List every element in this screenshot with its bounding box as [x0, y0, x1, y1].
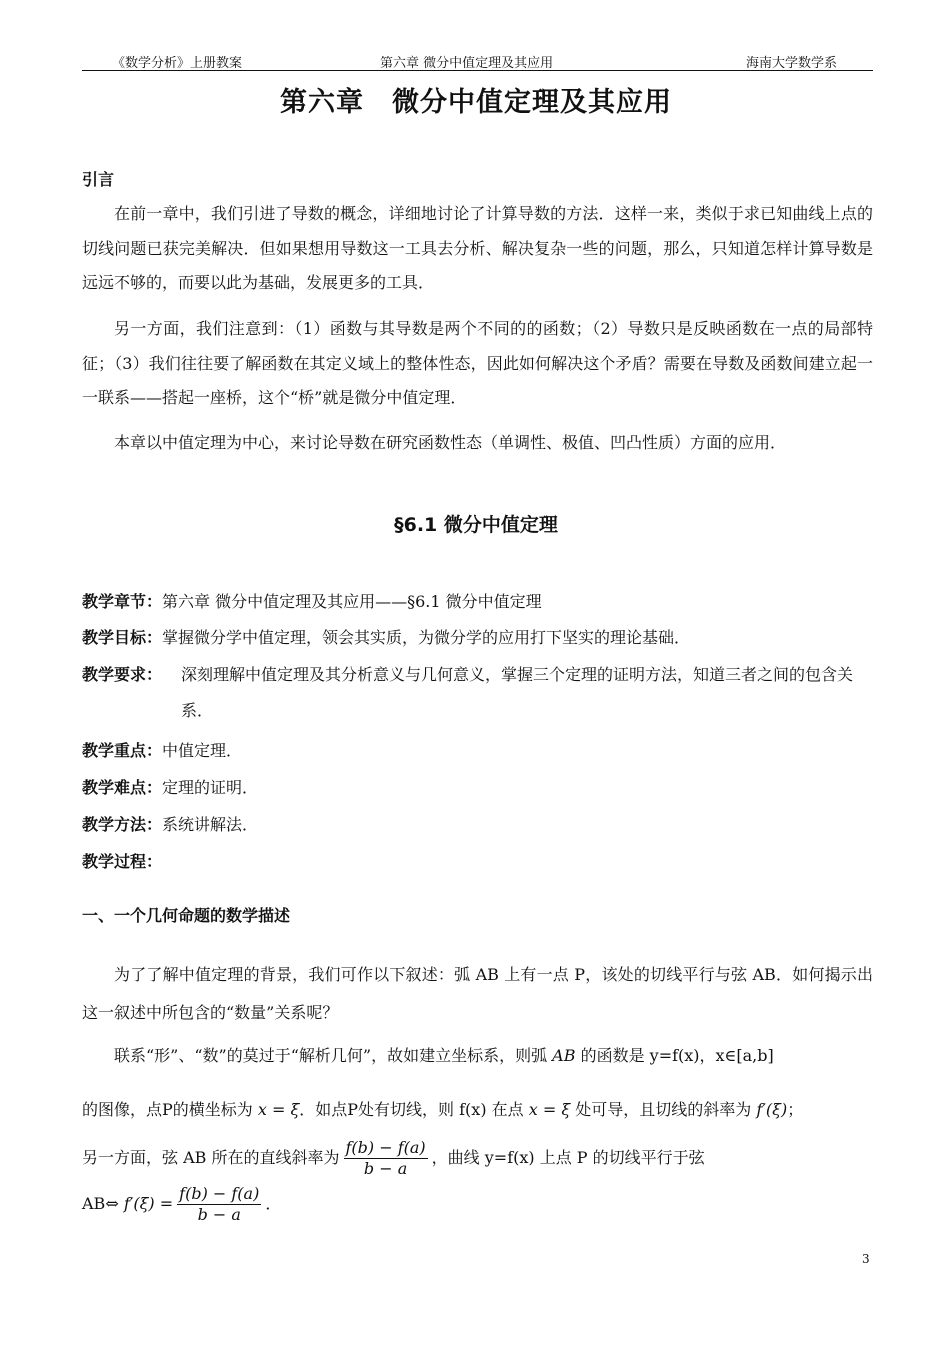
teaching-key-value: 中值定理．: [162, 741, 243, 760]
teaching-process: [82, 844, 873, 880]
intro-heading: 引言: [82, 170, 115, 189]
teaching-goal: [82, 620, 873, 656]
part1-line-1-text-a: 联系“形”、“数”的莫过于“解析几何”，故如建立坐标系，则弧: [114, 1046, 553, 1065]
teaching-process-label: 教学过程：: [82, 852, 163, 871]
part1-line-3: [82, 1138, 873, 1179]
part1-line-2-text-d: ；: [787, 1100, 804, 1119]
teaching-chapter-value: 第六章 微分中值定理及其应用——§6.1 微分中值定理: [162, 592, 542, 611]
teaching-method-value: 系统讲解法．: [162, 815, 259, 834]
part1-line-3-text-a: 另一方面，弦 AB 所在的直线斜率为: [82, 1148, 340, 1167]
intro-paragraph-2: 另一方面，我们注意到：（1）函数与其导数是两个不同的的函数；（2）导数只是反映函数在一点的局部特征；（3）我们往往要了解函数在其定义域上的整体性态，因此如何解决这个矛盾？需要在导数及函数间建立起一一联系——搭起一座桥，这个“桥”就是微分中值定理．: [82, 319, 873, 407]
teaching-difficulty-value: 定理的证明．: [162, 778, 259, 797]
teaching-difficulty-label: 教学难点：: [82, 778, 163, 797]
page-number: 3: [862, 1252, 870, 1266]
teaching-requirement: [82, 657, 873, 729]
chapter-title: 第六章 微分中值定理及其应用: [280, 87, 672, 118]
part1-line-2-text-a: 的图像，点P的横坐标为: [82, 1100, 258, 1119]
derivative-at-xi-formula: f′(ξ): [756, 1100, 788, 1119]
teaching-method: [82, 807, 873, 843]
teaching-requirement-label: 教学要求：: [82, 665, 163, 684]
x-eq-xi-formula-2: x = ξ: [528, 1100, 571, 1119]
intro-paragraph-3: 本章以中值定理为中心，来讨论导数在研究函数性态（单调性、极值、凹凸性质）方面的应用．: [114, 433, 787, 452]
part1-line-4: [82, 1184, 873, 1225]
part1-paragraph-1: 为了了解中值定理的背景，我们可作以下叙述：弧 AB 上有一点 P，该处的切线平行与弦 AB．如何揭示出这一叙述中所包含的“数量”关系呢？: [82, 965, 873, 1022]
fraction-denominator: b − a: [363, 1159, 408, 1178]
teaching-method-label: 教学方法：: [82, 815, 163, 834]
part1-line-2: [82, 1097, 873, 1120]
part1-line-2-text-b: ．如点P处有切线，则 f(x) 在点: [299, 1100, 529, 1119]
teaching-key: [82, 733, 873, 769]
chord-slope-fraction: [344, 1138, 428, 1179]
header-right: 海南大学数学系: [746, 56, 838, 71]
teaching-requirement-value: 深刻理解中值定理及其分析意义与几何意义，掌握三个定理的证明方法，知道三者之间的包含关系．: [181, 665, 854, 720]
teaching-chapter: [82, 584, 873, 620]
teaching-chapter-label: 教学章节：: [82, 592, 163, 611]
teaching-goal-label: 教学目标：: [82, 628, 163, 647]
part1-heading: 一、一个几何命题的数学描述: [82, 906, 291, 925]
part1-line-4-text-a: AB⇔: [82, 1194, 124, 1213]
part1-line-2-text-c: 处可导，且切线的斜率为: [570, 1100, 757, 1119]
teaching-key-label: 教学重点：: [82, 741, 163, 760]
intro-paragraph-1: 在前一章中，我们引进了导数的概念，详细地讨论了计算导数的方法．这样一来，类似于求已知曲线上点的切线问题已获完美解决．但如果想用导数这一工具去分析、解决复杂一些的问题，那么，只知道怎样计算导数是远远不够的，而要以此为基础，发展更多的工具．: [82, 204, 873, 292]
section-title: §6.1 微分中值定理: [394, 514, 558, 536]
part1-line-3-text-b: ，曲线 y=f(x) 上点 P 的切线平行于弦: [431, 1148, 705, 1167]
x-eq-xi-formula: x = ξ: [257, 1100, 300, 1119]
mean-value-fraction: [177, 1184, 261, 1225]
fraction-numerator: f(b) − f(a): [345, 1138, 426, 1157]
part1-line-1: [82, 1043, 873, 1066]
arc-ab-symbol: AB: [552, 1046, 576, 1065]
teaching-difficulty: [82, 770, 873, 806]
fraction-numerator-2: f(b) − f(a): [179, 1184, 260, 1203]
fraction-denominator-2: b − a: [197, 1205, 241, 1224]
page-header: [82, 50, 873, 71]
header-center: 第六章 微分中值定理及其应用: [380, 56, 554, 71]
part1-line-4-text-b: ．: [265, 1194, 282, 1213]
mean-value-formula-lhs: f′(ξ) =: [123, 1194, 174, 1213]
header-left: 《数学分析》上册教案: [112, 56, 243, 71]
part1-line-1-text-b: 的函数是 y=f(x)，x∈[a,b]: [575, 1046, 774, 1065]
teaching-goal-value: 掌握微分学中值定理，领会其实质，为微分学的应用打下坚实的理论基础．: [162, 628, 691, 647]
